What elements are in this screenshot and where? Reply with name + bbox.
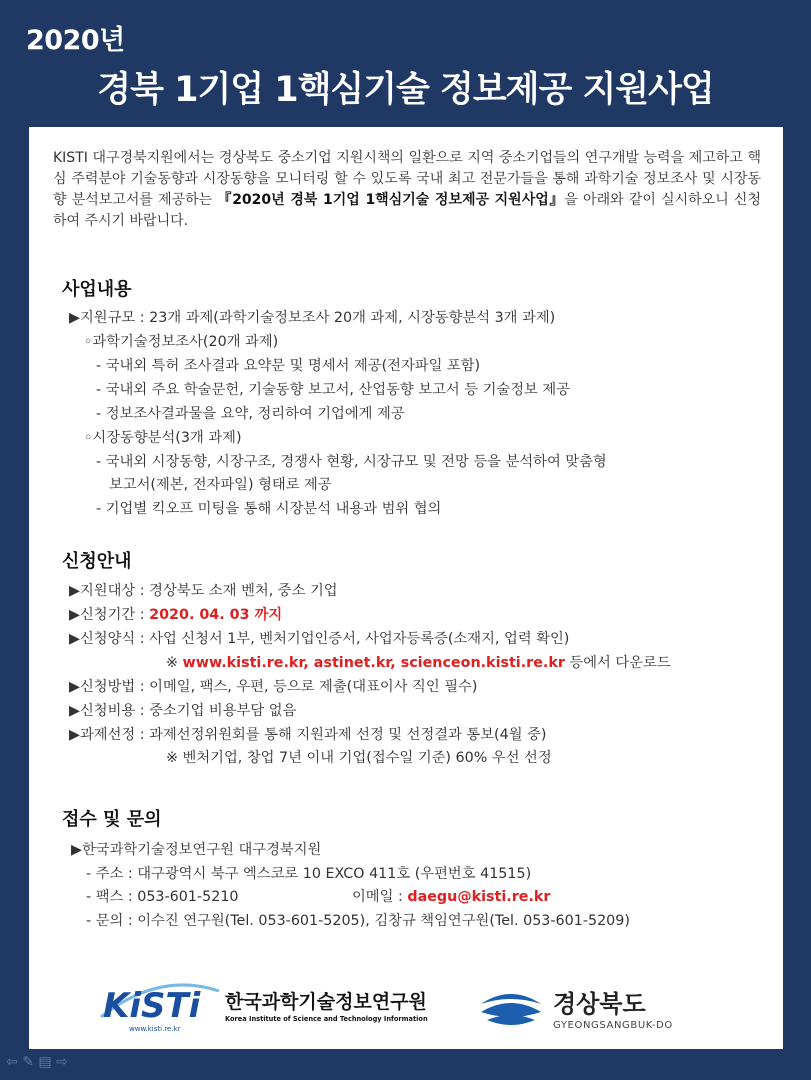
apply-form: ▶신청양식 : 사업 신청서 1부, 벤처기업인증서, 사업자등록증(소재지, 업력 확인) (69, 631, 570, 647)
kisti-mark: KiSTi (103, 986, 201, 1026)
business-line: - 기업별 킥오프 미팅을 통해 시장분석 내용과 범위 협의 (96, 501, 442, 517)
business-line: - 정보조사결과물을 요약, 정리하여 기업에게 제공 (96, 406, 405, 422)
apply-target: ▶지원대상 : 경상북도 소재 벤처, 중소 기업 (69, 583, 338, 599)
contact-org: ▶한국과학기술정보연구원 대구경북지원 (71, 842, 322, 858)
kisti-name-en: Korea Institute of Science and Technology Information (225, 1015, 428, 1023)
section-title-business: 사업내용 (62, 279, 132, 300)
contact-email-link[interactable]: daegu@kisti.re.kr (407, 889, 551, 905)
apply-period-value: 2020. 04. 03 까지 (149, 607, 283, 623)
intro-paragraph (53, 148, 761, 232)
content-panel (29, 127, 783, 1049)
slide-nav-controls[interactable] (6, 1054, 68, 1070)
business-line: - 국내외 주요 학술문헌, 기술동향 보고서, 산업동향 보고서 등 기술정보 제공 (96, 382, 571, 398)
kisti-url: www.kisti.re.kr (129, 1025, 181, 1033)
contact-address: - 주소 : 대구광역시 북구 엑스코로 10 EXCO 411호 (우편번호 41515) (86, 866, 532, 882)
apply-download (166, 653, 671, 673)
business-line: ◦과학기술정보조사(20개 과제) (84, 334, 279, 350)
business-line: - 국내외 특허 조사결과 요약문 및 명세서 제공(전자파일 포함) (96, 358, 481, 374)
kisti-logo (99, 977, 429, 1037)
intro-text-2: 을 아래와 같이 실시하오니 신청하여 주시기 바랍니다. (53, 192, 761, 229)
intro-bold: 『2020년 경북 1기업 1핵심기술 정보제공 지원사업』 (217, 192, 565, 208)
gyeongbuk-name-kr: 경상북도 (553, 990, 646, 1018)
section-title-apply: 신청안내 (62, 551, 132, 572)
business-line: ◦시장동향분석(3개 과제) (84, 430, 242, 446)
business-line: 보고서(제본, 전자파일) 형태로 제공 (109, 477, 332, 493)
business-line: - 국내외 시장동향, 시장구조, 경쟁사 현황, 시장규모 및 전망 등을 분석하여 맞춤형 (96, 454, 607, 470)
page-title: 경북 1기업 1핵심기술 정보제공 지원사업 (97, 70, 714, 110)
download-mark: ※ (166, 655, 183, 671)
gyeongbuk-name-en: GYEONGSANGBUK-DO (553, 1020, 673, 1031)
section-title-contact: 접수 및 문의 (62, 809, 162, 830)
year-label: 2020년 (26, 25, 125, 56)
apply-period (69, 605, 282, 625)
download-sites-link[interactable]: www.kisti.re.kr, astinet.kr, scienceon.kisti.re.kr (182, 655, 565, 671)
gyeongbuk-wave-icon (481, 994, 541, 1025)
next-arrow-icon[interactable]: ⇨ (56, 1054, 68, 1070)
pen-icon[interactable]: ✎ (22, 1054, 34, 1070)
contact-email-label: 이메일 : (352, 889, 408, 905)
apply-method: ▶신청방법 : 이메일, 팩스, 우편, 등으로 제출(대표이사 직인 필수) (69, 679, 478, 695)
intro-text-1: KISTI 대구경북지원에서는 경상북도 중소기업 지원시책의 일환으로 지역 중소기업들의 연구개발 능력을 제고하고 핵심 주력분야 기술동향과 시장동향을 모니터링 할 수 있도록 국내 최고 전문가들을 통해 과학기술 정보조사 및 시장동향 분석보고서를 제공하는 (53, 150, 761, 208)
kisti-name-kr: 한국과학기술정보연구원 (225, 991, 427, 1013)
apply-period-label: ▶신청기간 : (69, 607, 150, 623)
business-line: ▶지원규모 : 23개 과제(과학기술정보조사 20개 과제, 시장동향분석 3개 과제) (69, 310, 556, 326)
download-suffix: 등에서 다운로드 (564, 655, 671, 671)
menu-icon[interactable]: ▤ (38, 1054, 52, 1070)
apply-cost: ▶신청비용 : 중소기업 비용부담 없음 (69, 703, 297, 719)
apply-selection: ▶과제선정 : 과제선정위원회를 통해 지원과제 선정 및 선정결과 통보(4월 중) (69, 727, 547, 743)
prev-arrow-icon[interactable]: ⇦ (6, 1054, 18, 1070)
contact-inquiry: - 문의 : 이수진 연구원(Tel. 053-601-5205), 김창규 책임연구원(Tel. 053-601-5209) (86, 913, 630, 929)
apply-priority: ※ 벤처기업, 창업 7년 이내 기업(접수일 기준) 60% 우선 선정 (166, 750, 552, 766)
contact-email (352, 887, 550, 907)
contact-fax: - 팩스 : 053-601-5210 (86, 889, 239, 905)
gyeongbuk-logo (477, 982, 707, 1032)
